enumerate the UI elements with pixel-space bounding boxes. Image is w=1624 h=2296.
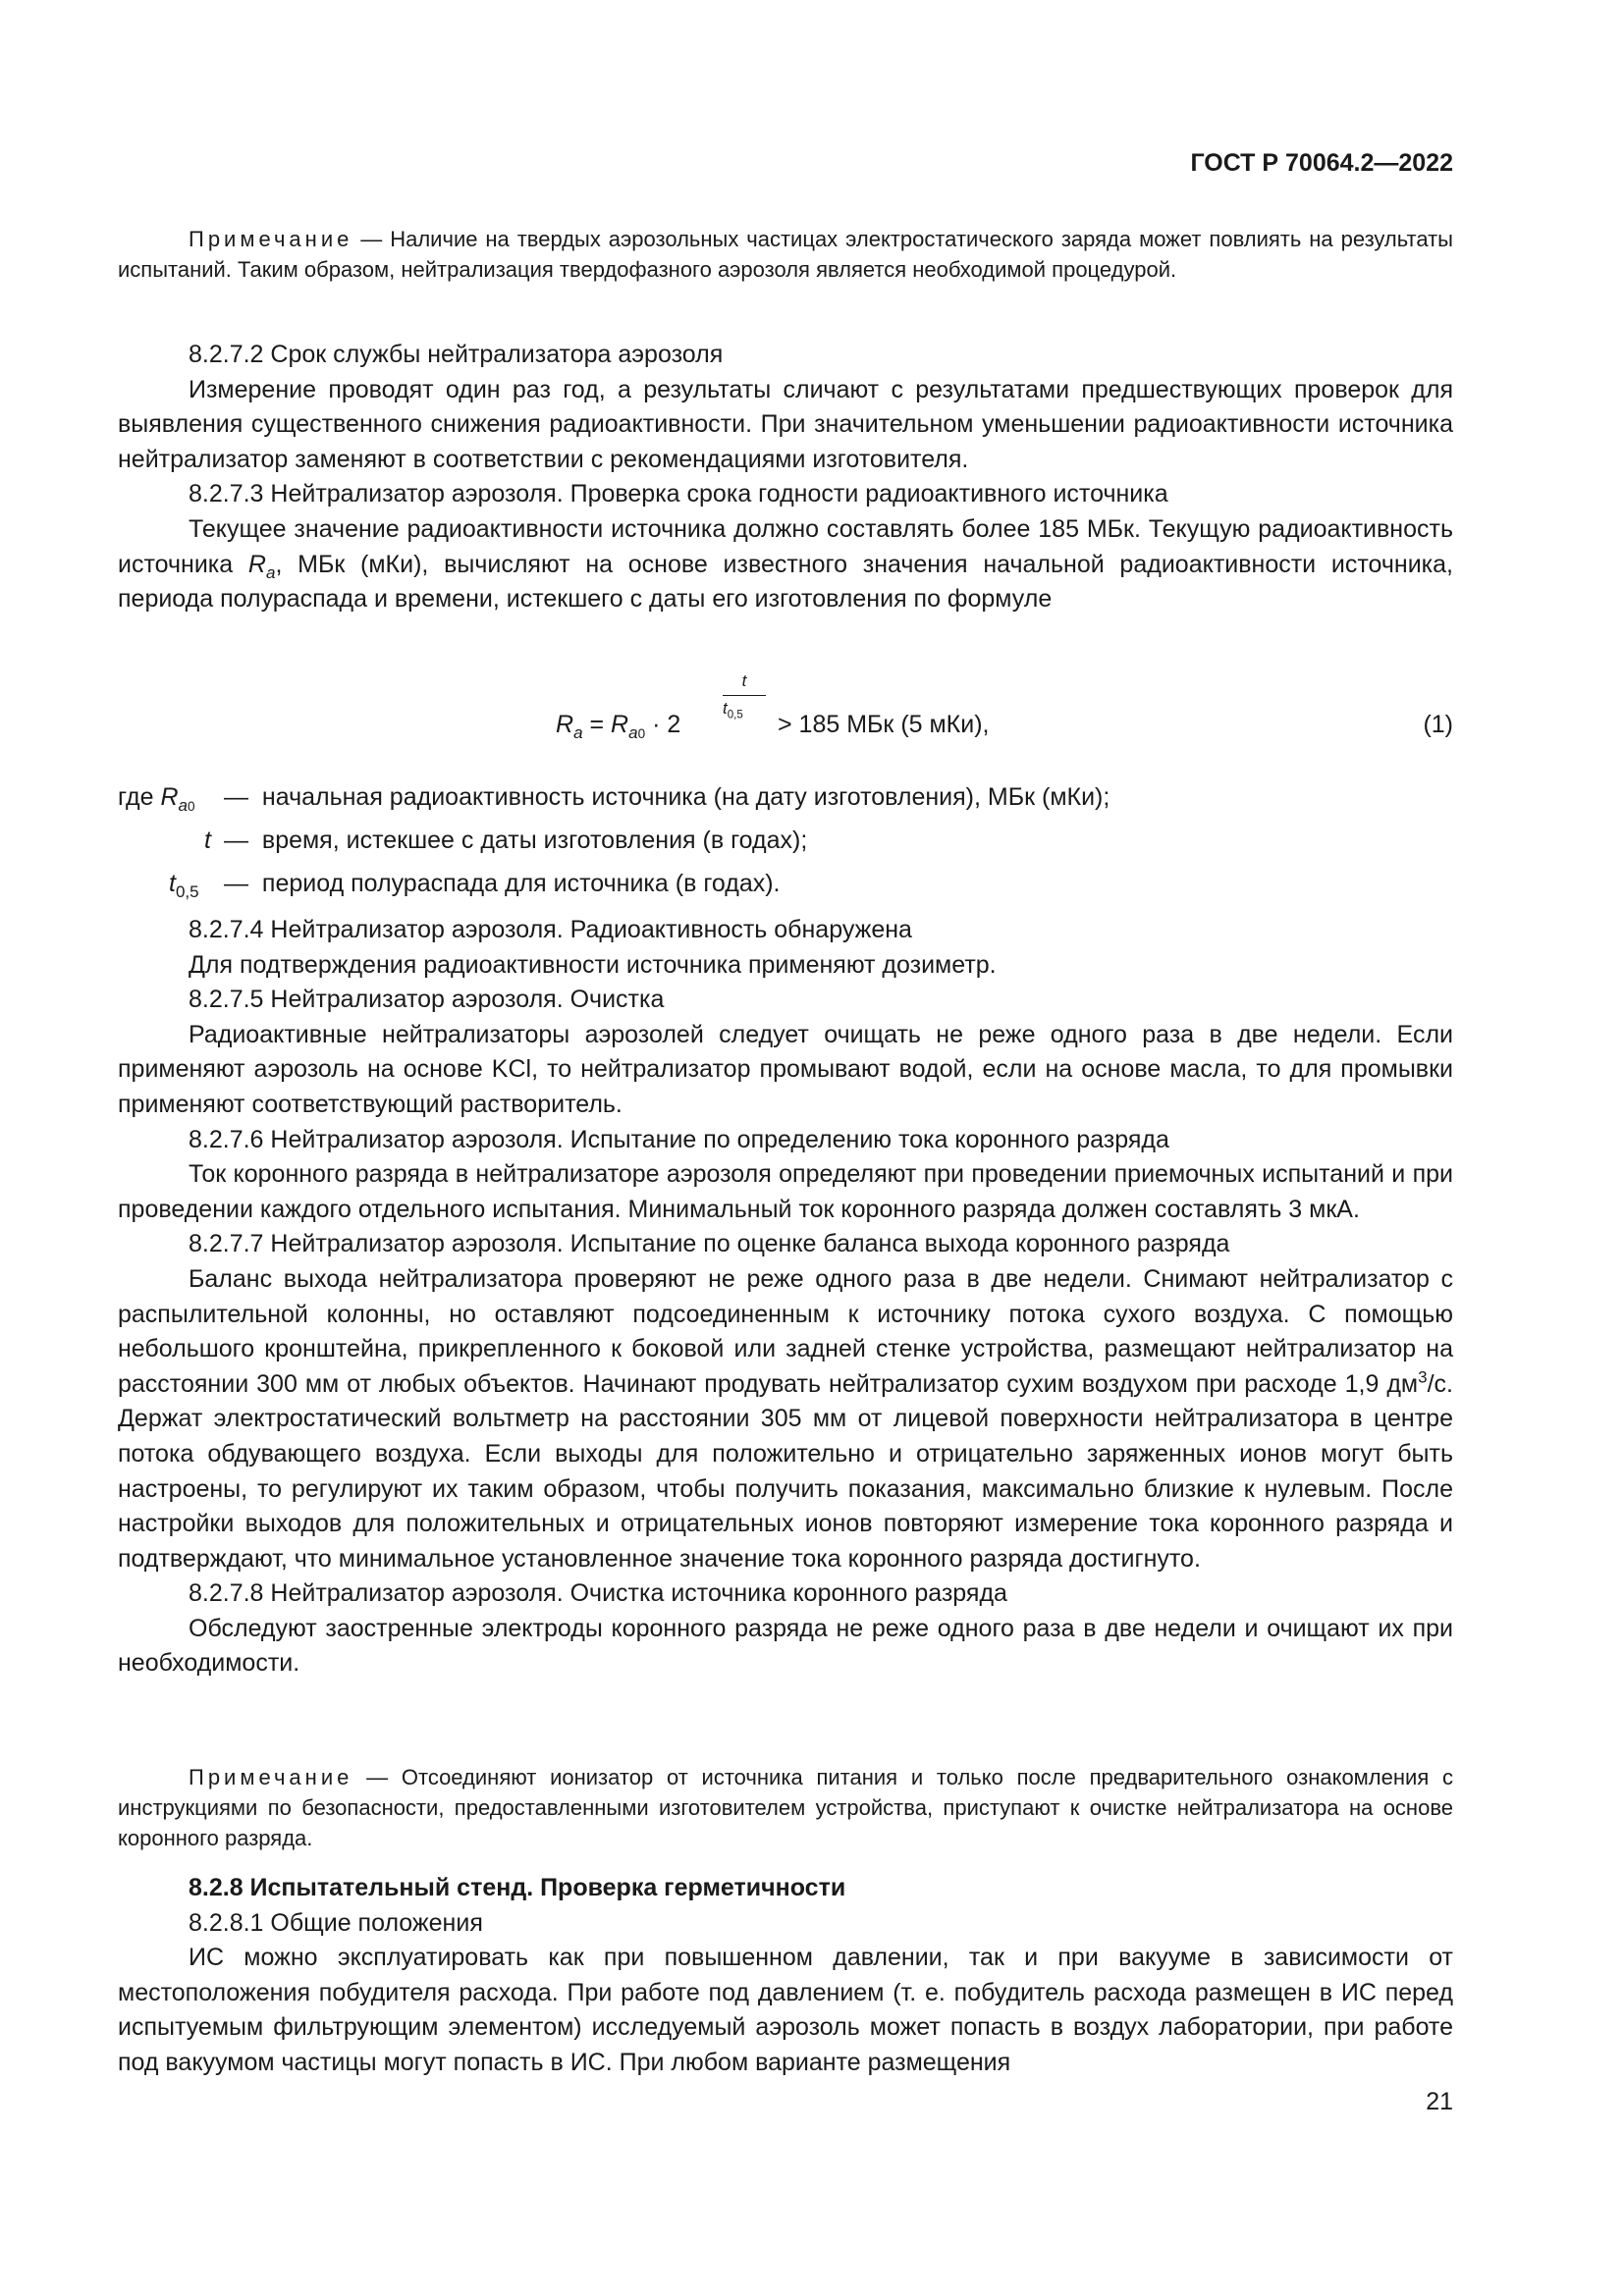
- note-1-label: Примечание: [189, 227, 353, 251]
- heading-8-2-7-5: 8.2.7.5 Нейтрализатор аэрозоля. Очистка: [189, 986, 665, 1014]
- exponent-denominator: $t_{0,5}$: [723, 699, 743, 721]
- text-8-2-7-4: Для подтверждения радиоактивности источника применяют дозиметр.: [189, 950, 997, 979]
- where-legend: где $R_{a0}$ — начальная радиоактивность источника (на дату изготовления), МБк (мКи); t — время, истекшее с даты изготовления (в годах); $t_{0,5}$ — период полураспада для источника (в годах).: [118, 783, 1110, 901]
- text-8-2-7-7: Баланс выхода нейтрализатора проверяют не реже одного раза в две недели. Снимают нейтрализатор с распылительной колонны, но оставляют подсоединенным к источнику потока сухого воздуха. С помощью небольшого кронштейна, прикрепленного к боковой или задней стенке устройства, размещают нейтрализатор на расстоянии 300 мм от любых объектов. Начинают продувать нейтрализатор сухим воздухом при расходе 1,9 $дм^3/с$. Держат электростатический вольтметр на расстоянии 305 мм от лицевой поверхности нейтрализатора в центре потока обдувающего воздуха. Если выходы для положительно и отрицательно заряженных ионов могут быть настроены, то регулируют их таким образом, чтобы получить показания, максимально близкие к нулевым. После настройки выходов для положительных и отрицательных ионов повторяют измерение тока коронного разряда и подтверждают, что минимальное установленное значение тока коронного разряда достигнуто.: [118, 1264, 1453, 1573]
- text-8-2-7-2: Измерение проводят один раз год, а результаты сличают с результатами предшествующих проверок для выявления существенного снижения радиоактивности. При значительном уменьшении радиоактивности источника нейтрализатор заменяют в соответствии с рекомендациями изготовителя.: [118, 375, 1453, 473]
- text-8-2-7-6: Ток коронного разряда в нейтрализаторе аэрозоля определяют при проведении приемочных испытаний и при проведении каждого отдельного испытания. Минимальный ток коронного разряда должен составлять 3 мкА.: [118, 1160, 1453, 1223]
- section-8-2-7-2: [118, 338, 1453, 617]
- section-8-2-8: [118, 1871, 1453, 2081]
- note-1-text: — Наличие на твердых аэрозольных частицах электростатического заряда может повлиять на результаты испытаний. Таким образом, нейтрализация твердофазного аэрозоля является необходимой процедурой.: [118, 227, 1453, 282]
- text-8-2-7-3: Текущее значение радиоактивности источника должно составлять более 185 МБк. Текущую радиоактивность источника $R_a$, МБк (мКи), вычисляют на основе известного значения начальной радиоактивности источника, периода полураспада и времени, истекшего с даты его изготовления по формуле: [118, 514, 1453, 614]
- text-8-2-7-5: Радиоактивные нейтрализаторы аэрозолей следует очищать не реже одного раза в две недели. Если применяют аэрозоль на основе KCl, то нейтрализатор промывают водой, если на основе масла, то для промывки применяют соответствующий растворитель.: [118, 1020, 1453, 1118]
- heading-8-2-7-3: 8.2.7.3 Нейтрализатор аэрозоля. Проверка срока годности радиоактивного источника: [189, 480, 1168, 508]
- formula-1: $R_a = R_{a0} \cdot 2$ t $t_{0,5}$ > 185 МБк (5 мКи), (1): [556, 671, 1453, 742]
- sections-8-2-7-4-to-8: [118, 913, 1453, 1682]
- note-2: [118, 1762, 1453, 1853]
- heading-8-2-7-6: 8.2.7.6 Нейтрализатор аэрозоля. Испытание по определению тока коронного разряда: [189, 1125, 1169, 1153]
- note-2-label: Примечание: [189, 1765, 353, 1789]
- heading-8-2-7-2: 8.2.7.2 Срок службы нейтрализатора аэрозоля: [189, 341, 724, 368]
- fraction-bar: [723, 695, 766, 696]
- formula-number: (1): [1423, 711, 1453, 738]
- heading-8-2-8-1: 8.2.8.1 Общие положения: [189, 1908, 483, 1937]
- note-1: [118, 224, 1453, 285]
- exponent-numerator: t: [741, 671, 747, 690]
- text-8-2-8-1: ИС можно эксплуатировать как при повышенном давлении, так и при вакууме в зависимости от местоположения побудителя расхода. При работе под давлением (т. е. побудитель расхода размещен в ИС перед испытуемым фильтрующим элементом) исследуемый аэрозоль может попасть в воздух лаборатории, при работе под вакуумом частицы могут попасть в ИС. При любом варианте размещения: [118, 1944, 1453, 2076]
- heading-8-2-7-8: 8.2.7.8 Нейтрализатор аэрозоля. Очистка источника коронного разряда: [189, 1579, 1007, 1608]
- text-8-2-7-8: Обследуют заостренные электроды коронного разряда не реже одного раза в две недели и очищают их при необходимости.: [118, 1614, 1453, 1678]
- heading-8-2-7-7: 8.2.7.7 Нейтрализатор аэрозоля. Испытание по оценке баланса выхода коронного разряда: [189, 1230, 1230, 1258]
- heading-8-2-7-4: 8.2.7.4 Нейтрализатор аэрозоля. Радиоактивность обнаружена: [189, 916, 912, 943]
- page-number: 21: [1426, 2088, 1453, 2115]
- document-header: ГОСТ Р 70064.2—2022: [1190, 149, 1453, 177]
- note-2-text: — Отсоединяют ионизатор от источника питания и только после предварительного ознакомления с инструкциями по безопасности, предоставленными изготовителем устройства, приступают к очистке нейтрализатора на основе коронного разряда.: [118, 1765, 1453, 1850]
- formula-rhs: > 185 МБк (5 мКи),: [778, 711, 990, 738]
- heading-8-2-8: 8.2.8 Испытательный стенд. Проверка герметичности: [189, 1874, 846, 1901]
